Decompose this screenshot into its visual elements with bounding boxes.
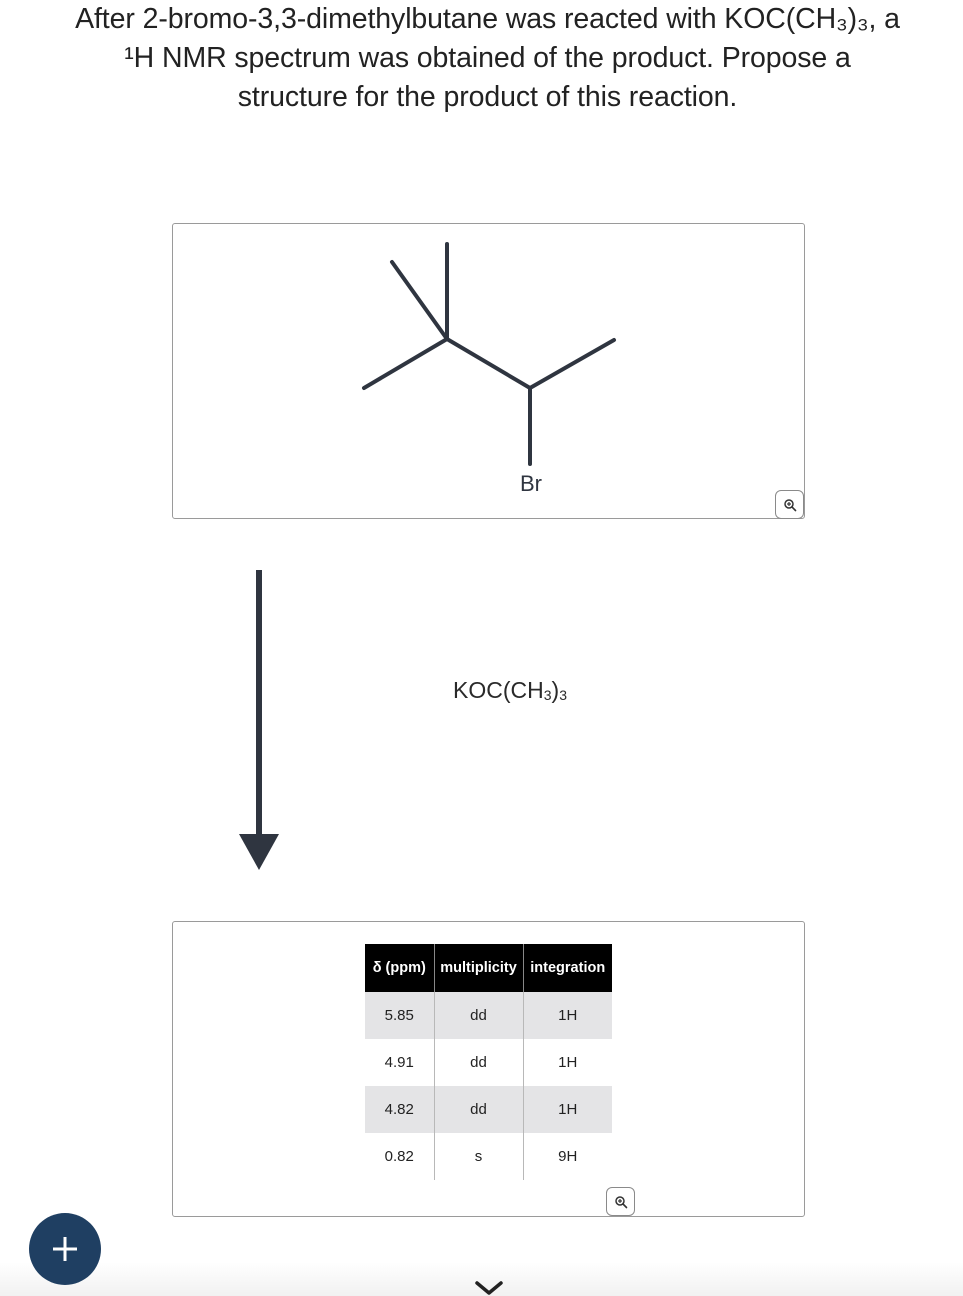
chevron-down-icon[interactable]	[474, 1278, 504, 1296]
cell-shift: 0.82	[365, 1133, 434, 1180]
table-row	[365, 1039, 612, 1086]
question-line-3: structure for the product of this reaction.	[237, 81, 738, 113]
cell-integration: 1H	[523, 992, 612, 1039]
table-row	[365, 1086, 612, 1133]
reagent-label	[453, 677, 567, 704]
add-button[interactable]	[29, 1213, 101, 1285]
table-row	[365, 1133, 612, 1180]
cell-shift: 4.91	[365, 1039, 434, 1086]
cell-multiplicity: s	[434, 1133, 523, 1180]
reagent-text-mid: )	[551, 677, 560, 703]
reagent-text-main: KOC(CH	[453, 677, 544, 703]
cell-integration: 9H	[558, 1148, 578, 1165]
bond-methyl-lower-left	[364, 339, 447, 388]
reactant-structure-panel	[172, 223, 805, 519]
header-multiplicity: multiplicity	[434, 944, 523, 992]
cell-integration: 1H	[523, 1086, 612, 1133]
cell-shift: 4.82	[365, 1086, 434, 1133]
cell-shift: 5.85	[365, 992, 434, 1039]
plus-icon	[50, 1234, 80, 1264]
nmr-data-panel	[172, 921, 805, 1217]
reactant-skeletal-structure	[173, 224, 806, 520]
cell-multiplicity: dd	[434, 992, 523, 1039]
header-integration: integration	[523, 944, 612, 992]
bond-methyl-upper-left	[392, 262, 447, 339]
nmr-table	[365, 944, 612, 1180]
cell-multiplicity: dd	[434, 1039, 523, 1086]
zoom-button[interactable]	[606, 1187, 635, 1216]
question-line-2: ¹H NMR spectrum was obtained of the product. Propose a	[124, 42, 851, 74]
bromine-atom-label: Br	[520, 471, 542, 496]
zoom-in-icon	[783, 498, 797, 512]
nmr-table-header-row	[365, 944, 612, 992]
header-chemical-shift: δ (ppm)	[365, 944, 434, 992]
reaction-arrow	[238, 570, 282, 872]
zoom-in-icon	[614, 1195, 628, 1209]
reagent-subscript-1: 3	[543, 687, 552, 703]
question-line-1: After 2-bromo-3,3-dimethylbutane was reacted with KOC(CH₃)₃, a	[75, 3, 900, 35]
bond-c3-c2	[447, 339, 530, 388]
cell-integration: 1H	[558, 1054, 578, 1071]
question-text	[20, 0, 955, 117]
zoom-button[interactable]	[775, 490, 804, 519]
bond-c2-c1	[530, 340, 614, 388]
table-row	[365, 992, 612, 1039]
reagent-subscript-2: 3	[559, 687, 567, 703]
cell-multiplicity: dd	[434, 1086, 523, 1133]
